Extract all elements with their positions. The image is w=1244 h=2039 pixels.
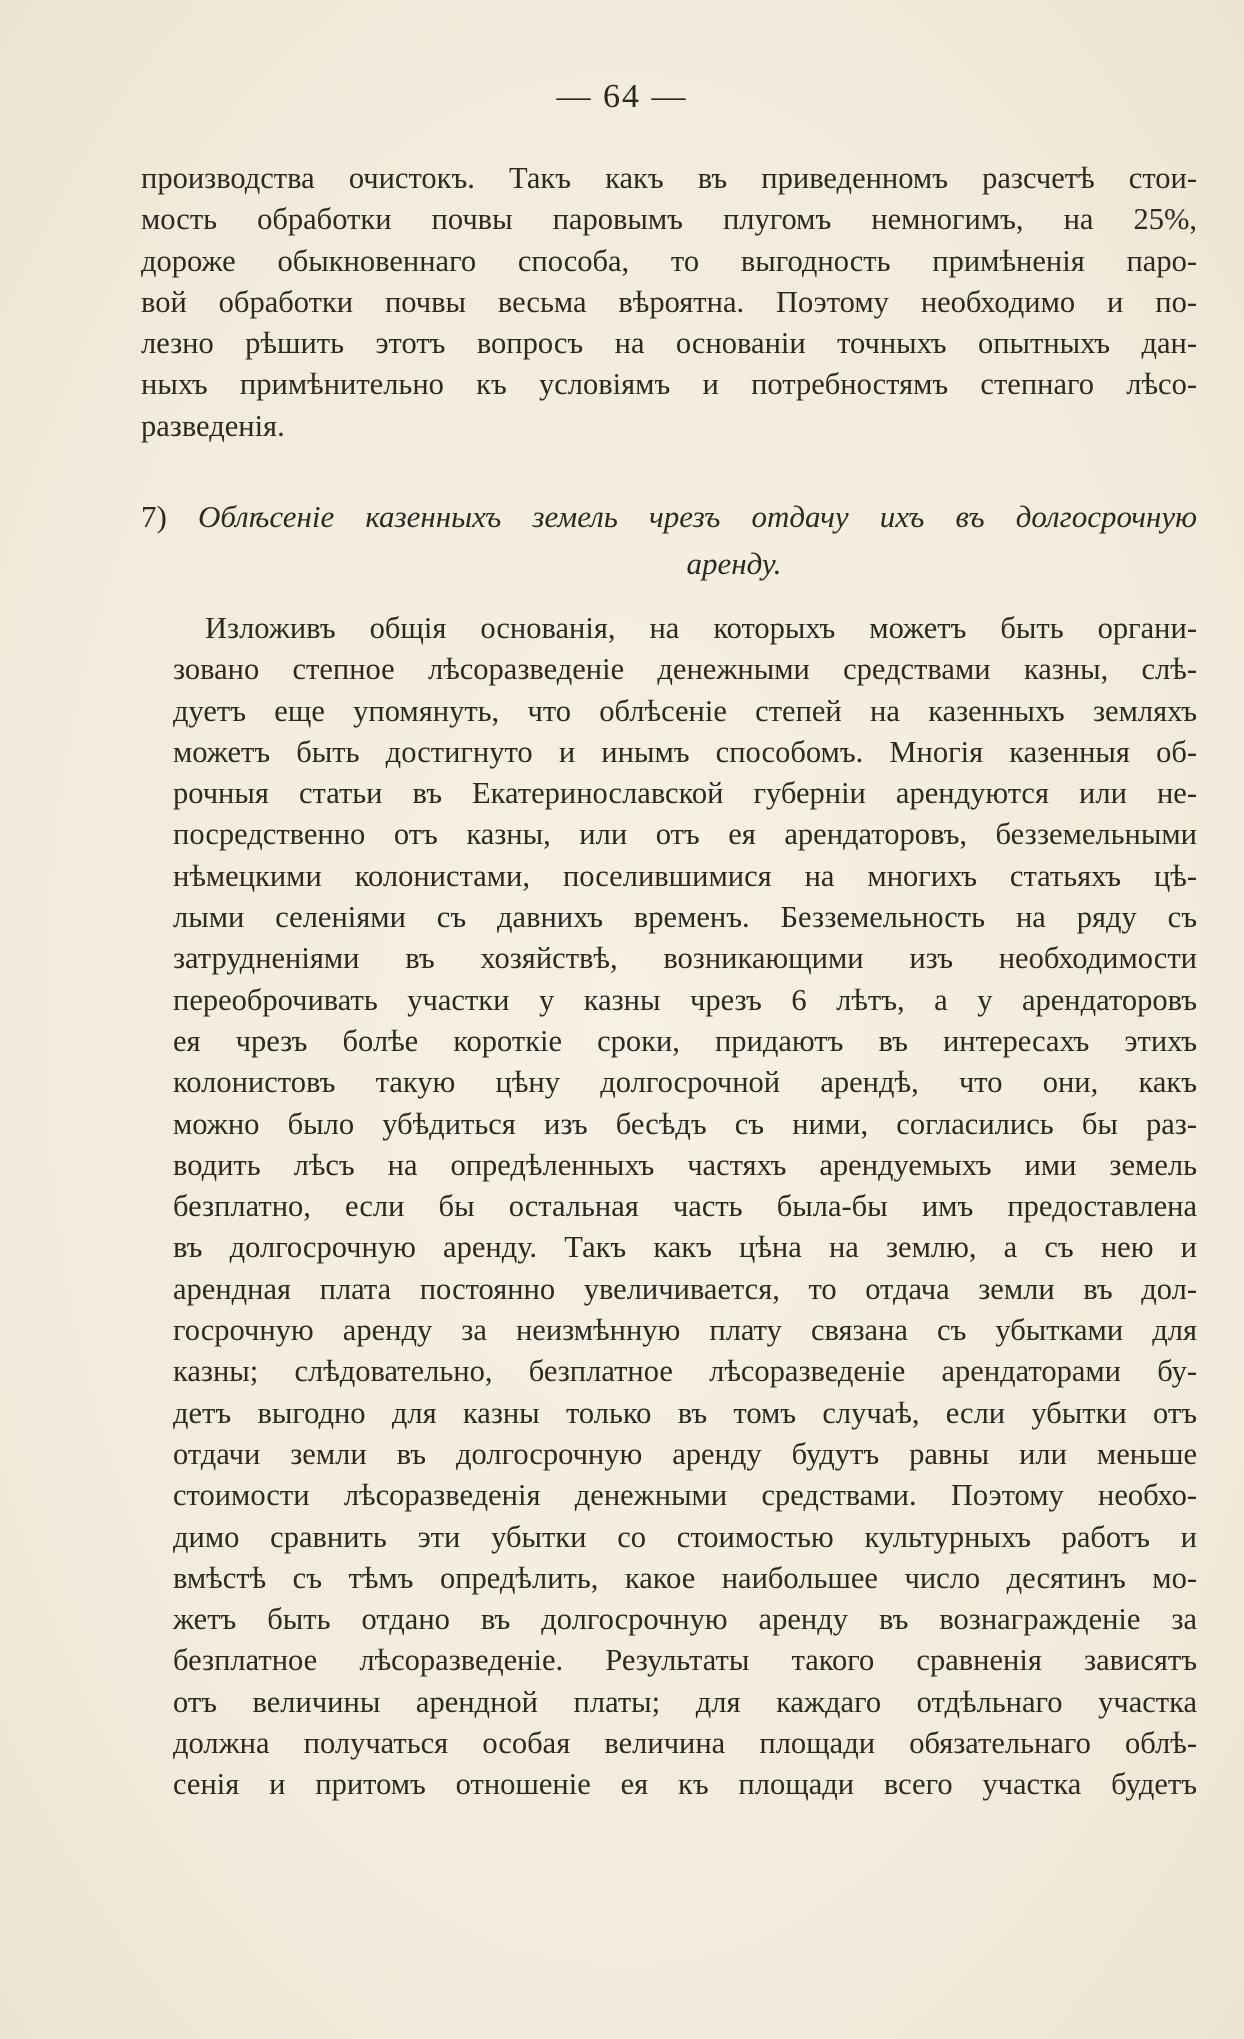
text-line: казны; слѣдовательно, безплатное лѣсоразведеніе арендаторами бу- [173, 1354, 1197, 1389]
section-heading [141, 493, 1197, 587]
text-line: димо сравнить эти убытки со стоимостью культурныхъ работъ и [173, 1519, 1197, 1554]
text-line: водить лѣсъ на опредѣленныхъ частяхъ арендуемыхъ ими земель [173, 1147, 1197, 1182]
text-line: нѣмецкими колонистами, поселившимися на многихъ статьяхъ цѣ- [173, 858, 1197, 893]
text-line: безплатное лѣсоразведеніе. Результаты такого сравненія зависятъ [173, 1643, 1197, 1678]
section-number: 7) [141, 499, 167, 534]
section-heading-line-1 [141, 493, 1197, 540]
page-number: — 64 — [556, 78, 688, 115]
text-line: стоимости лѣсоразведенія денежными средствами. Поэтому необхо- [173, 1478, 1197, 1513]
text-line: можетъ быть достигнуто и инымъ способомъ. Многія казенныя об- [173, 734, 1197, 769]
text-line: можно было убѣдиться изъ бесѣдъ съ ними, согласились бы раз- [173, 1106, 1197, 1141]
text-line: Изложивъ общія основанія, на которыхъ можетъ быть органи- [205, 611, 1197, 645]
text-line: безплатно, если бы остальная часть была-бы имъ предоставлена [173, 1189, 1197, 1224]
text-line: вой обработки почвы весьма вѣроятна. Поэтому необходимо и по- [141, 284, 1197, 319]
text-line: колонистовъ такую цѣну долгосрочной арендѣ, что они, какъ [173, 1065, 1197, 1100]
text-line: производства очистокъ. Такъ какъ въ приведенномъ разсчетѣ стои- [141, 161, 1197, 195]
text-line: дороже обыкновеннаго способа, то выгодность примѣненія паро- [141, 243, 1197, 278]
text-line: ныхъ примѣнительно къ условіямъ и потребностямъ степнаго лѣсо- [141, 367, 1197, 402]
main-paragraph [141, 608, 1197, 1806]
text-line: посредственно отъ казны, или отъ ея арендаторовъ, безземельными [173, 817, 1197, 852]
text-line: дуетъ еще упомянуть, что облѣсеніе степей на казенныхъ земляхъ [173, 693, 1197, 728]
text-line: арендная плата постоянно увеличивается, то отдача земли въ дол- [173, 1271, 1197, 1306]
text-line: лыми селеніями съ давнихъ временъ. Безземельность на ряду съ [173, 900, 1197, 935]
text-line: должна получаться особая величина площади обязательнаго облѣ- [173, 1726, 1197, 1761]
text-line: зовано степное лѣсоразведеніе денежными средствами казны, слѣ- [173, 652, 1197, 687]
text-line: разведенія. [141, 408, 285, 443]
top-paragraph [141, 158, 1197, 447]
text-line: въ долгосрочную аренду. Такъ какъ цѣна на землю, а съ нею и [173, 1230, 1197, 1265]
section-title-part-2: аренду. [686, 546, 782, 581]
text-line: отдачи земли въ долгосрочную аренду будутъ равны или меньше [173, 1436, 1197, 1471]
text-line: переоброчивать участки у казны чрезъ 6 лѣтъ, а у арендаторовъ [173, 982, 1197, 1017]
text-line: ея чрезъ болѣе короткіе сроки, придаютъ въ интересахъ этихъ [173, 1023, 1197, 1058]
text-line: отъ величины арендной платы; для каждаго отдѣльнаго участка [173, 1684, 1197, 1719]
text-line: сенія и притомъ отношеніе ея къ площади всего участка будетъ [173, 1767, 1197, 1802]
text-line: лезно рѣшить этотъ вопросъ на основаніи точныхъ опытныхъ дан- [141, 326, 1197, 361]
text-line: затрудненіями въ хозяйствѣ, возникающими изъ необходимости [173, 941, 1197, 976]
text-line: детъ выгодно для казны только въ томъ случаѣ, если убытки отъ [173, 1395, 1197, 1430]
text-line: мость обработки почвы паровымъ плугомъ немногимъ, на 25%, [141, 202, 1197, 237]
text-line: вмѣстѣ съ тѣмъ опредѣлить, какое наибольшее число десятинъ мо- [173, 1560, 1197, 1595]
text-line: рочныя статьи въ Екатеринославской губерніи арендуются или не- [173, 776, 1197, 811]
section-title-part-1: Облѣсеніе казенныхъ земель чрезъ отдачу ихъ въ долгосрочную [197, 499, 1197, 534]
text-line: госрочную аренду за неизмѣнную плату связана съ убытками для [173, 1313, 1197, 1348]
text-line: жетъ быть отдано въ долгосрочную аренду въ вознагражденіе за [173, 1602, 1197, 1637]
